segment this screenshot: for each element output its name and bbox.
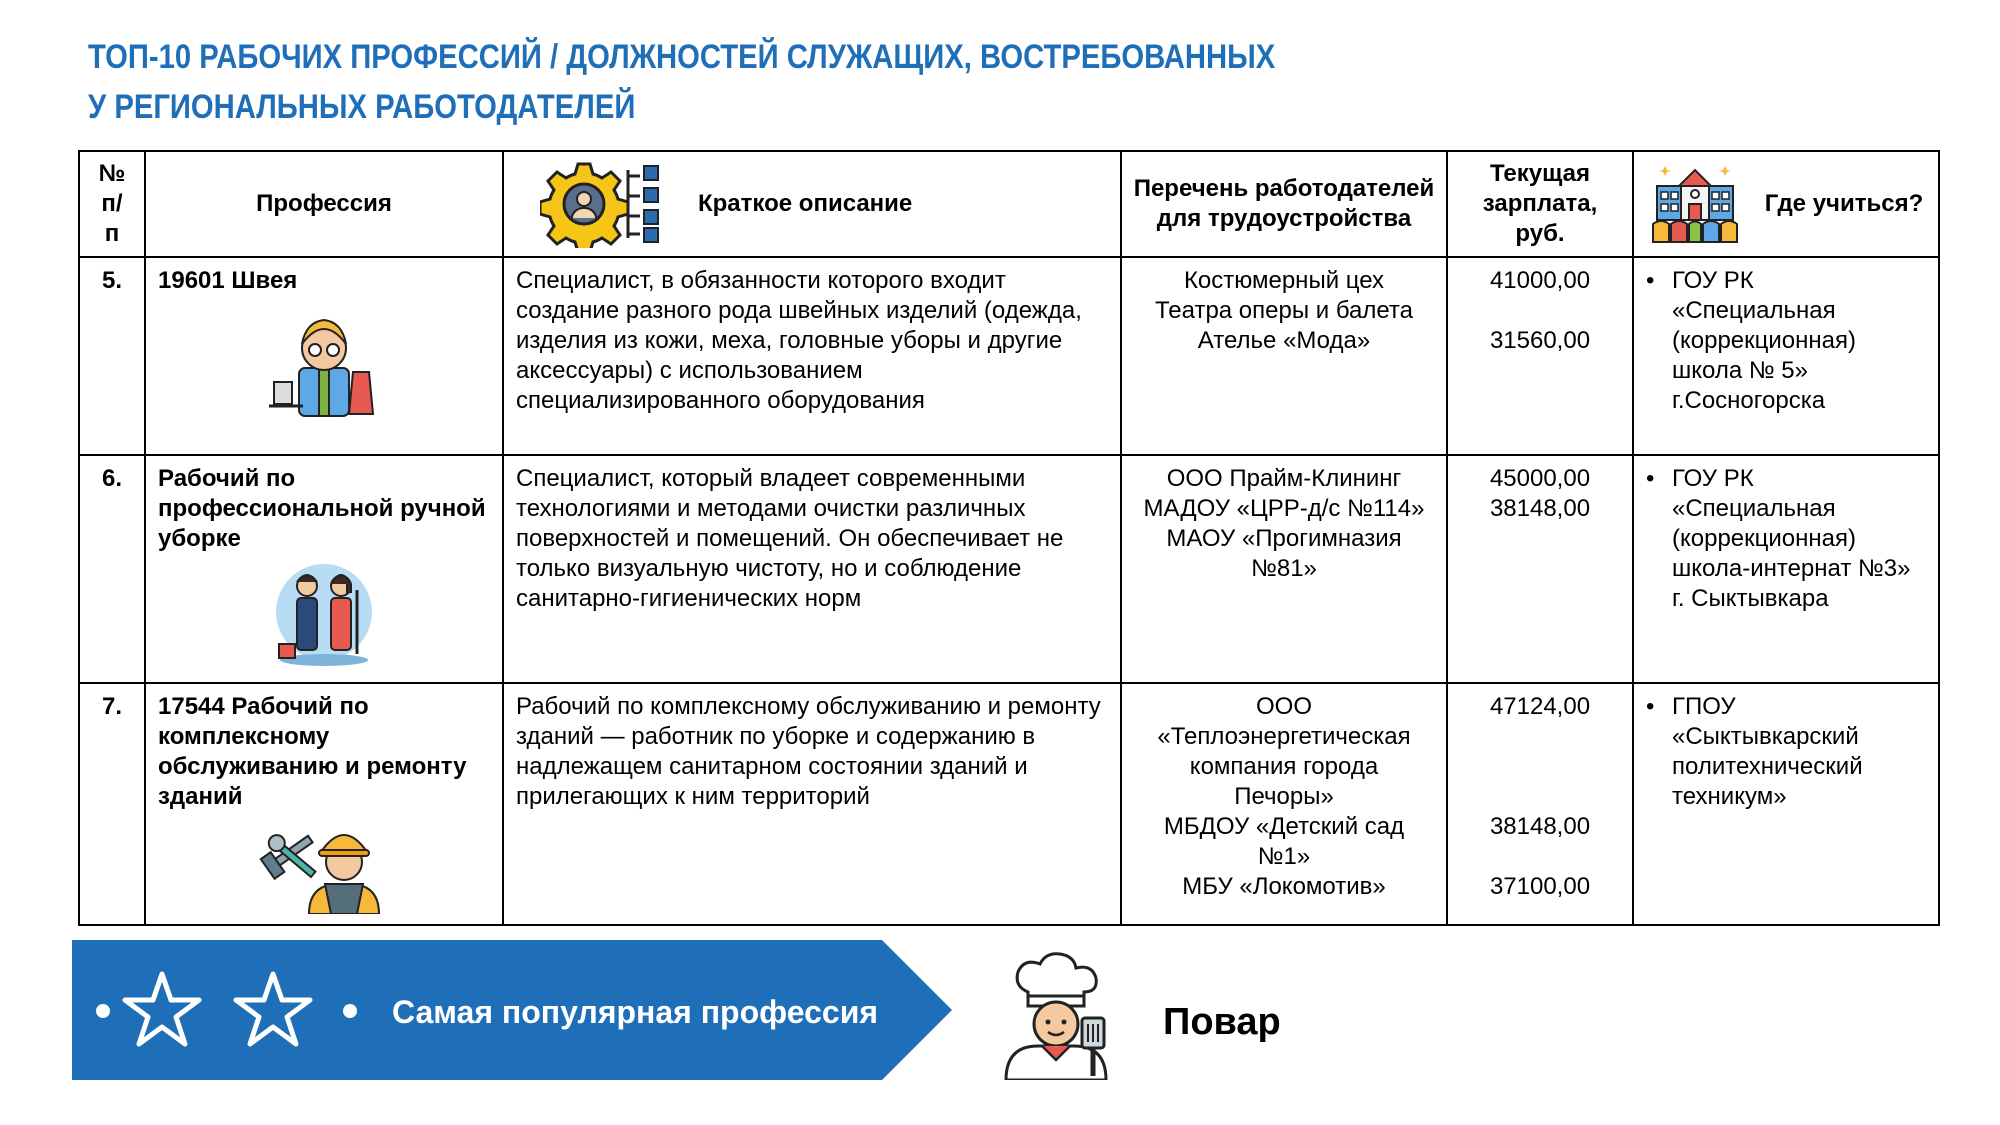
salary: 45000,00: [1489, 465, 1591, 492]
employer: МАОУ «Прогимназия: [1166, 525, 1402, 552]
row-num: 7.: [79, 683, 145, 925]
employer: МАДОУ «ЦРР-д/с №114»: [1143, 495, 1425, 522]
header-profession: Профессия: [145, 151, 503, 257]
header-study-label: Где учиться?: [1764, 190, 1924, 217]
salary: 37100,00: [1489, 873, 1591, 900]
row-salaries: [1447, 257, 1633, 455]
study-line: (коррекционная): [1672, 525, 1856, 552]
row-num: 5.: [79, 257, 145, 455]
employer: Театра оперы и балета: [1154, 297, 1414, 324]
row-num: 6.: [79, 455, 145, 683]
study-line: политехнический: [1672, 753, 1863, 780]
repair-worker-icon: [259, 814, 389, 914]
study-line: техникум»: [1672, 783, 1787, 810]
cleaners-icon: [269, 560, 379, 670]
professions-table: [78, 150, 1940, 926]
employer: МБУ «Локомотив»: [1182, 873, 1386, 900]
chef-icon: [998, 952, 1114, 1080]
star-icon: [121, 970, 203, 1052]
study-line: школа № 5»: [1672, 357, 1808, 384]
study-line: ГПОУ: [1672, 693, 1736, 720]
title-line-1: ТОП-10 РАБОЧИХ ПРОФЕССИЙ / ДОЛЖНОСТЕЙ СЛУЖАЩИХ, ВОСТРЕБОВАННЫХ: [88, 38, 1276, 76]
row-salaries: [1447, 455, 1633, 683]
row-profession: [145, 683, 503, 925]
study-line: г. Сыктывкара: [1672, 585, 1829, 612]
row-description: Рабочий по комплексному обслуживанию и ремонту зданий — работник по уборке и содержанию в надлежащем санитарном состоянии зданий и прилегающих к ним территорий: [503, 683, 1121, 925]
row-employers: [1121, 683, 1447, 925]
study-line: ГОУ РК: [1672, 267, 1754, 294]
salary: 31560,00: [1489, 327, 1591, 354]
page-title: [88, 32, 1550, 132]
row-employers: [1121, 455, 1447, 683]
banner-label: Самая популярная профессия: [392, 994, 879, 1030]
banner-bullet: [96, 1004, 110, 1018]
header-num: № п/п: [79, 151, 145, 257]
study-line: школа-интернат №3»: [1672, 555, 1911, 582]
study-line: ГОУ РК: [1672, 465, 1754, 492]
row-profession: [145, 257, 503, 455]
seamstress-icon: [269, 310, 379, 420]
header-description: [503, 151, 1121, 257]
employer: №81»: [1251, 555, 1317, 582]
employer: Печоры»: [1234, 783, 1334, 810]
title-line-2: У РЕГИОНАЛЬНЫХ РАБОТОДАТЕЛЕЙ: [88, 88, 636, 126]
row-salaries: [1447, 683, 1633, 925]
study-line: «Специальная: [1672, 297, 1836, 324]
employer: ООО Прайм-Клининг: [1166, 465, 1402, 492]
header-description-label: Краткое описание: [698, 190, 913, 217]
table-row: [79, 257, 1939, 455]
header-employers: Перечень работодателей для трудоустройства: [1121, 151, 1447, 257]
star-icon: [232, 970, 314, 1052]
employer: «Теплоэнергетическая: [1157, 723, 1411, 750]
profession-name: 17544 Рабочий по комплексному обслуживанию и ремонту зданий: [158, 693, 467, 810]
row-profession: [145, 455, 503, 683]
employer: МБДОУ «Детский сад: [1163, 813, 1405, 840]
gear-checklist-icon: [540, 160, 680, 248]
employer: компания города: [1189, 753, 1379, 780]
study-line: «Сыктывкарский: [1672, 723, 1859, 750]
row-study: • ГОУ РК «Специальная (коррекционная) школа № 5» г.Сосногорска: [1633, 257, 1939, 455]
banner-bullet: [343, 1004, 357, 1018]
salary: 47124,00: [1489, 693, 1591, 720]
row-description: Специалист, в обязанности которого входит создание разного рода швейных изделий (одежда, изделия из кожи, меха, головные уборы и другие аксессуары) с использованием специализированного оборудования: [503, 257, 1121, 455]
study-line: «Специальная: [1672, 495, 1836, 522]
row-study: • ГПОУ «Сыктывкарский политехнический техникум»: [1633, 683, 1939, 925]
profession-name: Рабочий по профессиональной ручной уборке: [158, 465, 486, 552]
row-description: Специалист, который владеет современными технологиями и методами очистки различных поверхностей и помещений. Он обеспечивает не только визуальную чистоту, но и соблюдение санитарно-гигиенических норм: [503, 455, 1121, 683]
salary: 41000,00: [1489, 267, 1591, 294]
study-line: (коррекционная): [1672, 327, 1856, 354]
header-study: [1633, 151, 1939, 257]
school-icon: [1649, 158, 1741, 250]
employer: Ателье «Мода»: [1197, 327, 1371, 354]
profession-name: 19601 Швея: [158, 267, 298, 294]
employer: ООО: [1255, 693, 1312, 720]
table-row: [79, 683, 1939, 925]
salary: 38148,00: [1489, 495, 1591, 522]
table-row: [79, 455, 1939, 683]
header-salary: Текущая зарплата, руб.: [1447, 151, 1633, 257]
salary: 38148,00: [1489, 813, 1591, 840]
table-header-row: [79, 151, 1939, 257]
row-study: • ГОУ РК «Специальная (коррекционная) школа-интернат №3» г. Сыктывкара: [1633, 455, 1939, 683]
study-line: г.Сосногорска: [1672, 387, 1826, 414]
employer: №1»: [1257, 843, 1311, 870]
employer: Костюмерный цех: [1183, 267, 1385, 294]
row-employers: [1121, 257, 1447, 455]
popular-profession-name: Повар: [1163, 1001, 1281, 1043]
